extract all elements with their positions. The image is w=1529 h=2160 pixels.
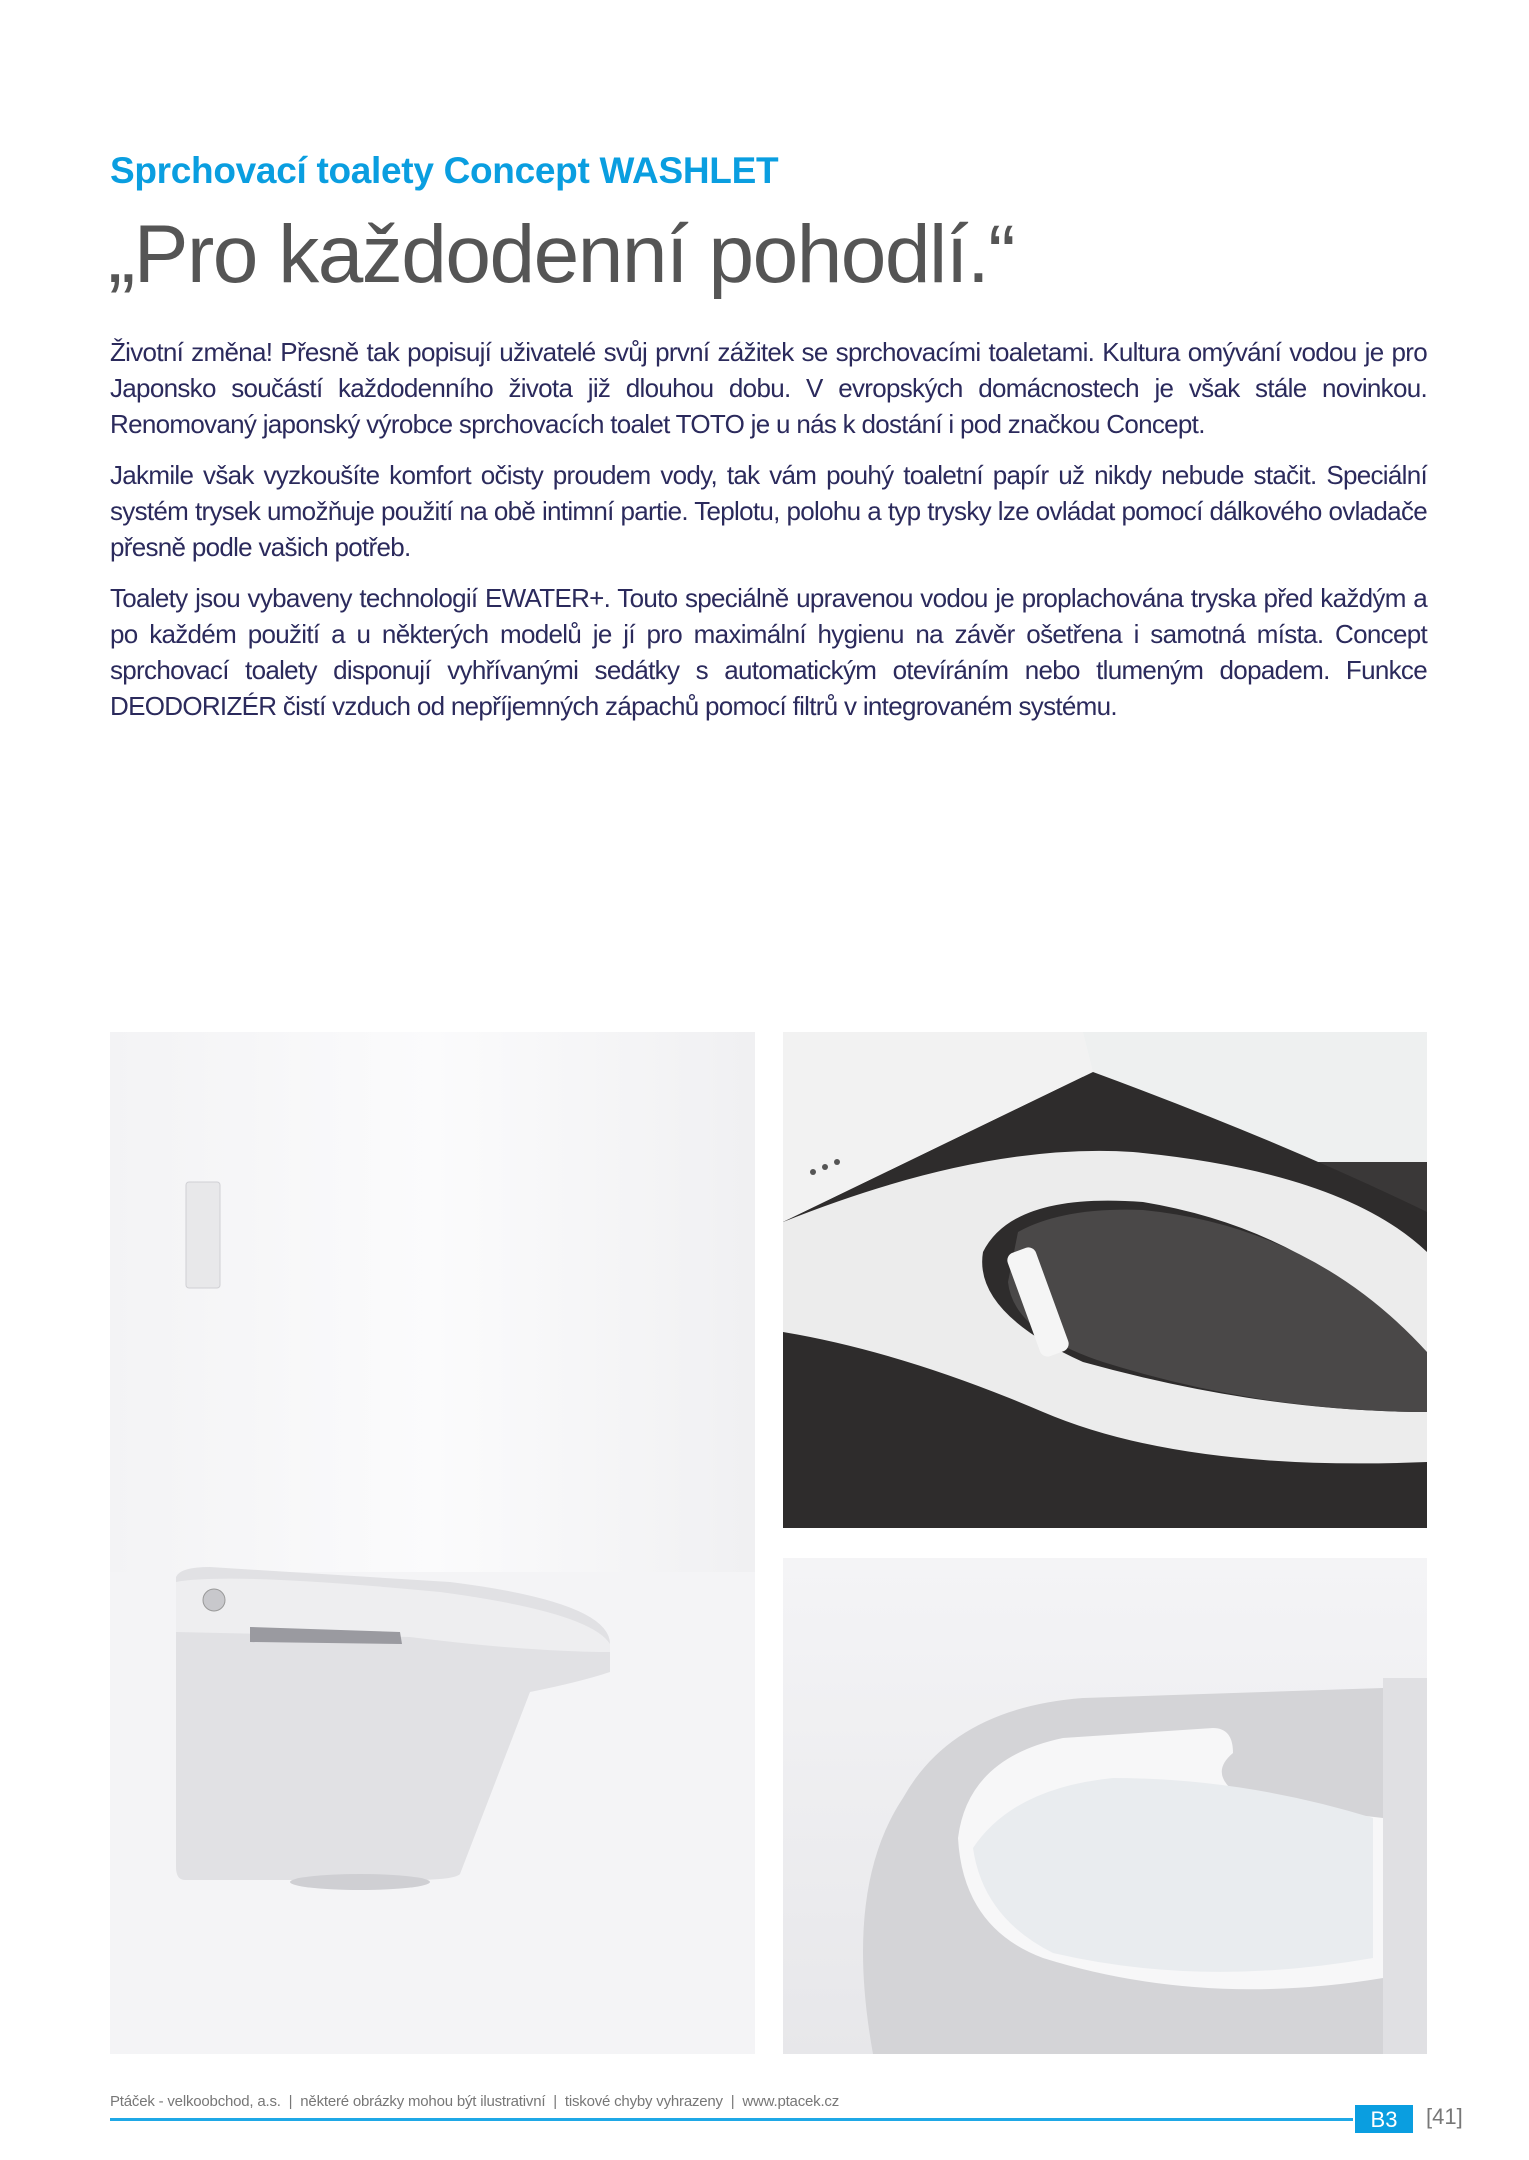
- footer-divider: [110, 2118, 1353, 2121]
- photo-wall-hung-toilet: [110, 1032, 755, 2054]
- photo-washlet-nozzle: [783, 1032, 1427, 1528]
- body-text: [110, 334, 1427, 739]
- page-number: [41]: [1426, 2104, 1463, 2129]
- section-kicker: Sprchovací toalety Concept WASHLET: [110, 150, 779, 191]
- paragraph: Jakmile však vyzkoušíte komfort očisty proudem vody, tak vám pouhý toaletní papír už nikdy nebude stačit. Speciální systém trysek umožňuje použití na obě intimní partie. Teplotu, polohu a typ trysky lze ovládat pomocí dálkového ovladače přesně podle vašich potřeb.: [110, 460, 1427, 562]
- section-badge: B3: [1355, 2105, 1413, 2133]
- page-title: „Pro každodenní pohodlí.“: [108, 209, 1015, 300]
- paragraph: Životní změna! Přesně tak popisují uživatelé svůj první zážitek se sprchovacími toaletami. Kultura omývání vodou je pro Japonsko součástí každodenního života již dlouhou dobu. V evropských domácnostech je však stále novinkou. Renomovaný japonský výrobce sprchovacích toalet TOTO je u nás k dostání i pod značkou Concept.: [110, 337, 1427, 439]
- photo-toilet-bowl-flush: [783, 1558, 1427, 2054]
- paragraph: Toalety jsou vybaveny technologií EWATER+. Touto speciálně upravenou vodou je proplachována tryska před každým a po každém použití a u některých modelů je jí pro maximální hygienu na závěr ošetřena i samotná místa. Concept sprchovací toalety disponují vyhřívanými sedátky s automatickým otevíráním nebo tlumeným dopadem. Funkce DEODORIZÉR čistí vzduch od nepříjemných zápachů pomocí filtrů v integrovaném systému.: [110, 583, 1427, 721]
- flush-plate-icon: [186, 1182, 220, 1288]
- footer-text: Ptáček - velkoobchod, a.s. | některé obrázky mohou být ilustrativní | tiskové chyby vyhrazeny | www.ptacek.cz: [110, 2093, 840, 2110]
